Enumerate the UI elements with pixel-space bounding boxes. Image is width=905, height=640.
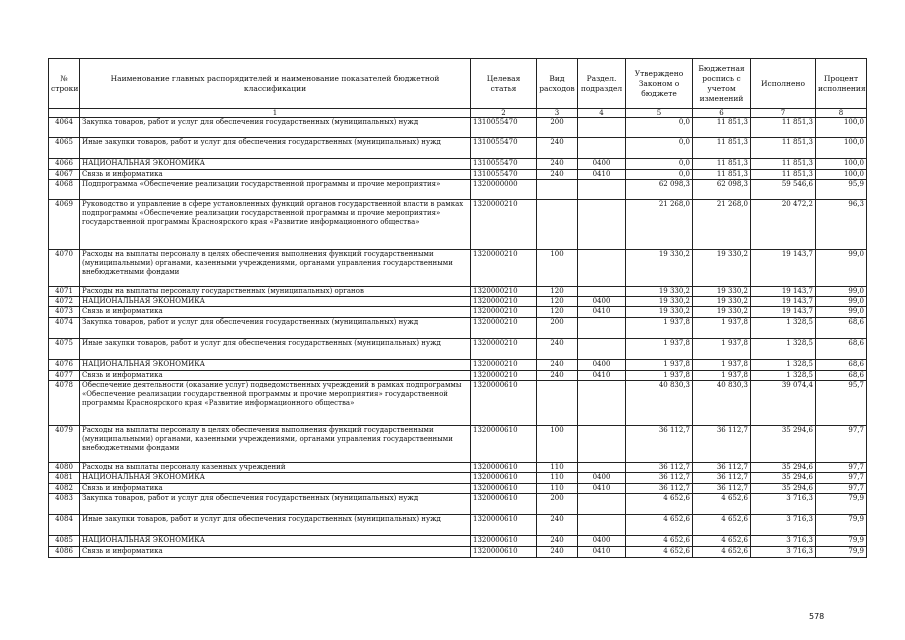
row-approved: 1 937,8 <box>626 371 693 381</box>
row-expense-type: 240 <box>537 536 578 547</box>
row-executed: 11 851,3 <box>751 138 816 159</box>
table-row <box>49 547 867 558</box>
row-section: 0410 <box>578 170 626 180</box>
row-executed: 1 328,5 <box>751 339 816 360</box>
row-percent: 99,0 <box>816 250 867 287</box>
row-section: 0400 <box>578 360 626 371</box>
row-budget-schedule: 36 112,7 <box>693 463 751 473</box>
table-row <box>49 381 867 426</box>
row-expense-type <box>537 200 578 250</box>
table-row <box>49 371 867 381</box>
row-number: 4084 <box>49 515 80 536</box>
row-approved: 1 937,8 <box>626 318 693 339</box>
header-expense-type: Вид расходов <box>537 59 578 109</box>
row-budget-schedule: 36 112,7 <box>693 473 751 484</box>
row-number: 4067 <box>49 170 80 180</box>
row-number: 4073 <box>49 307 80 318</box>
header-section: Раздел. подраздел <box>578 59 626 109</box>
row-number: 4080 <box>49 463 80 473</box>
row-budget-schedule: 11 851,3 <box>693 118 751 138</box>
column-number <box>49 109 80 118</box>
row-approved: 1 937,8 <box>626 339 693 360</box>
row-target-article: 1320000610 <box>471 463 537 473</box>
row-budget-schedule: 11 851,3 <box>693 170 751 180</box>
row-percent: 97,7 <box>816 484 867 494</box>
row-expense-type: 100 <box>537 426 578 463</box>
header-approved-by-law: Утверждено Законом о бюджете <box>626 59 693 109</box>
table-row <box>49 463 867 473</box>
row-number: 4064 <box>49 118 80 138</box>
row-expense-type: 240 <box>537 138 578 159</box>
row-approved: 0,0 <box>626 138 693 159</box>
row-target-article: 1320000610 <box>471 484 537 494</box>
row-section <box>578 200 626 250</box>
row-expense-type: 240 <box>537 371 578 381</box>
row-percent: 100,0 <box>816 170 867 180</box>
row-number: 4082 <box>49 484 80 494</box>
row-expense-type: 110 <box>537 473 578 484</box>
row-name: Связь и информатика <box>80 307 471 318</box>
row-number: 4069 <box>49 200 80 250</box>
row-section: 0410 <box>578 484 626 494</box>
row-number: 4078 <box>49 381 80 426</box>
row-executed: 39 074,4 <box>751 381 816 426</box>
table-row <box>49 515 867 536</box>
row-approved: 40 830,3 <box>626 381 693 426</box>
row-approved: 21 268,0 <box>626 200 693 250</box>
row-executed: 1 328,5 <box>751 360 816 371</box>
table-row <box>49 297 867 307</box>
row-expense-type: 120 <box>537 307 578 318</box>
row-number: 4068 <box>49 180 80 200</box>
row-percent: 95,7 <box>816 381 867 426</box>
row-number: 4076 <box>49 360 80 371</box>
row-name: Закупка товаров, работ и услуг для обеспечения государственных (муниципальных) нужд <box>80 118 471 138</box>
row-target-article: 1320000000 <box>471 180 537 200</box>
column-number: 7 <box>751 109 816 118</box>
row-number: 4079 <box>49 426 80 463</box>
row-percent: 96,3 <box>816 200 867 250</box>
row-number: 4072 <box>49 297 80 307</box>
row-section: 0410 <box>578 547 626 558</box>
row-target-article: 1320000210 <box>471 250 537 287</box>
row-approved: 4 652,6 <box>626 536 693 547</box>
row-section <box>578 318 626 339</box>
row-approved: 62 098,3 <box>626 180 693 200</box>
row-executed: 1 328,5 <box>751 371 816 381</box>
row-expense-type: 200 <box>537 494 578 515</box>
row-name: НАЦИОНАЛЬНАЯ ЭКОНОМИКА <box>80 159 471 170</box>
row-approved: 19 330,2 <box>626 297 693 307</box>
row-target-article: 1320000210 <box>471 200 537 250</box>
row-budget-schedule: 19 330,2 <box>693 250 751 287</box>
row-target-article: 1310055470 <box>471 138 537 159</box>
row-name: Связь и информатика <box>80 484 471 494</box>
table-row <box>49 138 867 159</box>
row-executed: 3 716,3 <box>751 547 816 558</box>
row-budget-schedule: 19 330,2 <box>693 287 751 297</box>
row-executed: 19 143,7 <box>751 297 816 307</box>
row-number: 4077 <box>49 371 80 381</box>
row-target-article: 1320000610 <box>471 473 537 484</box>
row-name: Иные закупки товаров, работ и услуг для обеспечения государственных (муниципальных) нужд <box>80 138 471 159</box>
row-section: 0400 <box>578 159 626 170</box>
row-target-article: 1320000210 <box>471 318 537 339</box>
row-number: 4070 <box>49 250 80 287</box>
page-number: 578 <box>809 612 825 621</box>
row-executed: 59 546,6 <box>751 180 816 200</box>
row-section <box>578 118 626 138</box>
row-budget-schedule: 11 851,3 <box>693 159 751 170</box>
row-target-article: 1320000610 <box>471 515 537 536</box>
table-row <box>49 484 867 494</box>
row-target-article: 1320000610 <box>471 381 537 426</box>
row-expense-type: 120 <box>537 287 578 297</box>
header-execution-percent: Процент исполнения <box>816 59 867 109</box>
row-section <box>578 138 626 159</box>
row-budget-schedule: 36 112,7 <box>693 484 751 494</box>
row-percent: 97,7 <box>816 426 867 463</box>
row-executed: 11 851,3 <box>751 118 816 138</box>
header-budget-schedule: Бюджетная роспись с учетом изменений <box>693 59 751 109</box>
row-target-article: 1320000610 <box>471 547 537 558</box>
table-row <box>49 339 867 360</box>
table-row <box>49 250 867 287</box>
row-budget-schedule: 1 937,8 <box>693 360 751 371</box>
table-row <box>49 118 867 138</box>
table-row <box>49 536 867 547</box>
table-row <box>49 180 867 200</box>
row-percent: 68,6 <box>816 360 867 371</box>
row-section: 0410 <box>578 371 626 381</box>
row-number: 4075 <box>49 339 80 360</box>
row-expense-type <box>537 180 578 200</box>
row-percent: 100,0 <box>816 138 867 159</box>
row-name: Расходы на выплаты персоналу в целях обеспечения выполнения функций государственными (муниципальными) органами, казенными учреждениями, органами управления государственными внебюджетными фондами <box>80 250 471 287</box>
row-section <box>578 381 626 426</box>
table-body <box>49 118 867 558</box>
row-approved: 0,0 <box>626 118 693 138</box>
row-budget-schedule: 1 937,8 <box>693 371 751 381</box>
column-number: 5 <box>626 109 693 118</box>
row-executed: 19 143,7 <box>751 250 816 287</box>
column-number-row <box>49 109 867 118</box>
row-executed: 3 716,3 <box>751 494 816 515</box>
header-row-number: № строки <box>49 59 80 109</box>
row-budget-schedule: 36 112,7 <box>693 426 751 463</box>
row-expense-type: 110 <box>537 463 578 473</box>
row-section: 0400 <box>578 297 626 307</box>
row-name: Закупка товаров, работ и услуг для обеспечения государственных (муниципальных) нужд <box>80 318 471 339</box>
table-header-row <box>49 59 867 109</box>
row-expense-type: 200 <box>537 118 578 138</box>
row-approved: 0,0 <box>626 170 693 180</box>
row-expense-type: 240 <box>537 170 578 180</box>
row-section: 0410 <box>578 307 626 318</box>
row-section <box>578 494 626 515</box>
row-executed: 19 143,7 <box>751 307 816 318</box>
row-percent: 79,9 <box>816 547 867 558</box>
row-section <box>578 287 626 297</box>
row-budget-schedule: 19 330,2 <box>693 297 751 307</box>
row-section <box>578 250 626 287</box>
row-target-article: 1320000210 <box>471 371 537 381</box>
row-executed: 20 472,2 <box>751 200 816 250</box>
table-row <box>49 170 867 180</box>
row-section <box>578 180 626 200</box>
row-percent: 68,6 <box>816 339 867 360</box>
row-executed: 35 294,6 <box>751 463 816 473</box>
column-number: 4 <box>578 109 626 118</box>
row-percent: 99,0 <box>816 307 867 318</box>
header-name: Наименование главных распорядителей и наименование показателей бюджетной классификации <box>80 59 471 109</box>
row-name: Связь и информатика <box>80 371 471 381</box>
row-section <box>578 339 626 360</box>
row-budget-schedule: 4 652,6 <box>693 494 751 515</box>
row-percent: 97,7 <box>816 463 867 473</box>
row-target-article: 1320000610 <box>471 536 537 547</box>
row-percent: 97,7 <box>816 473 867 484</box>
row-percent: 99,0 <box>816 287 867 297</box>
row-budget-schedule: 21 268,0 <box>693 200 751 250</box>
row-approved: 36 112,7 <box>626 426 693 463</box>
row-section: 0400 <box>578 473 626 484</box>
row-name: Обеспечение деятельности (оказание услуг) подведомственных учреждений в рамках подпрограммы «Обеспечение реализации государственной программы и прочие мероприятия» государственной программы Красноярского края «Развитие информационного общества» <box>80 381 471 426</box>
row-name: Связь и информатика <box>80 170 471 180</box>
row-target-article: 1320000210 <box>471 307 537 318</box>
row-expense-type: 240 <box>537 547 578 558</box>
row-name: Расходы на выплаты персоналу государственных (муниципальных) органов <box>80 287 471 297</box>
table-row <box>49 159 867 170</box>
row-approved: 19 330,2 <box>626 250 693 287</box>
column-number: 1 <box>80 109 471 118</box>
row-name: Подпрограмма «Обеспечение реализации государственной программы и прочие мероприятия» <box>80 180 471 200</box>
row-percent: 99,0 <box>816 297 867 307</box>
row-approved: 0,0 <box>626 159 693 170</box>
row-name: Расходы на выплаты персоналу в целях обеспечения выполнения функций государственными (муниципальными) органами, казенными учреждениями, органами управления государственными внебюджетными фондами <box>80 426 471 463</box>
row-percent: 100,0 <box>816 159 867 170</box>
row-approved: 36 112,7 <box>626 473 693 484</box>
table-row <box>49 426 867 463</box>
row-expense-type: 100 <box>537 250 578 287</box>
row-section <box>578 463 626 473</box>
column-number: 6 <box>693 109 751 118</box>
row-percent: 68,6 <box>816 371 867 381</box>
row-budget-schedule: 4 652,6 <box>693 536 751 547</box>
row-name: НАЦИОНАЛЬНАЯ ЭКОНОМИКА <box>80 473 471 484</box>
row-executed: 1 328,5 <box>751 318 816 339</box>
row-section <box>578 515 626 536</box>
row-approved: 19 330,2 <box>626 287 693 297</box>
row-name: НАЦИОНАЛЬНАЯ ЭКОНОМИКА <box>80 536 471 547</box>
row-target-article: 1310055470 <box>471 159 537 170</box>
row-number: 4086 <box>49 547 80 558</box>
row-target-article: 1320000210 <box>471 287 537 297</box>
row-budget-schedule: 1 937,8 <box>693 339 751 360</box>
table-row <box>49 318 867 339</box>
row-approved: 4 652,6 <box>626 515 693 536</box>
row-executed: 3 716,3 <box>751 515 816 536</box>
row-number: 4081 <box>49 473 80 484</box>
row-section <box>578 426 626 463</box>
row-number: 4065 <box>49 138 80 159</box>
row-budget-schedule: 4 652,6 <box>693 515 751 536</box>
row-budget-schedule: 40 830,3 <box>693 381 751 426</box>
column-number: 8 <box>816 109 867 118</box>
row-approved: 36 112,7 <box>626 484 693 494</box>
row-budget-schedule: 11 851,3 <box>693 138 751 159</box>
row-expense-type: 240 <box>537 515 578 536</box>
row-executed: 11 851,3 <box>751 170 816 180</box>
row-percent: 79,9 <box>816 536 867 547</box>
row-percent: 79,9 <box>816 494 867 515</box>
row-name: Иные закупки товаров, работ и услуг для обеспечения государственных (муниципальных) нужд <box>80 339 471 360</box>
row-number: 4083 <box>49 494 80 515</box>
row-target-article: 1320000210 <box>471 360 537 371</box>
column-number: 3 <box>537 109 578 118</box>
row-name: НАЦИОНАЛЬНАЯ ЭКОНОМИКА <box>80 297 471 307</box>
row-expense-type: 200 <box>537 318 578 339</box>
row-budget-schedule: 4 652,6 <box>693 547 751 558</box>
table-row <box>49 494 867 515</box>
row-name: Закупка товаров, работ и услуг для обеспечения государственных (муниципальных) нужд <box>80 494 471 515</box>
row-expense-type: 240 <box>537 360 578 371</box>
row-executed: 35 294,6 <box>751 426 816 463</box>
row-approved: 36 112,7 <box>626 463 693 473</box>
row-expense-type: 120 <box>537 297 578 307</box>
table-row <box>49 360 867 371</box>
row-budget-schedule: 62 098,3 <box>693 180 751 200</box>
row-name: Иные закупки товаров, работ и услуг для обеспечения государственных (муниципальных) нужд <box>80 515 471 536</box>
row-name: Руководство и управление в сфере установленных функций органов государственной власти в рамках подпрограммы «Обеспечение реализации государственной программы и прочие мероприятия» государственной программы Красноярского края «Развитие информационного общества» <box>80 200 471 250</box>
budget-execution-table <box>48 58 867 558</box>
row-section: 0400 <box>578 536 626 547</box>
row-number: 4074 <box>49 318 80 339</box>
header-executed: Исполнено <box>751 59 816 109</box>
row-approved: 4 652,6 <box>626 547 693 558</box>
row-percent: 79,9 <box>816 515 867 536</box>
row-target-article: 1310055470 <box>471 118 537 138</box>
row-approved: 4 652,6 <box>626 494 693 515</box>
header-target-article: Целевая статья <box>471 59 537 109</box>
row-executed: 3 716,3 <box>751 536 816 547</box>
row-approved: 19 330,2 <box>626 307 693 318</box>
row-percent: 95,9 <box>816 180 867 200</box>
row-executed: 11 851,3 <box>751 159 816 170</box>
row-expense-type <box>537 381 578 426</box>
row-name: НАЦИОНАЛЬНАЯ ЭКОНОМИКА <box>80 360 471 371</box>
row-number: 4085 <box>49 536 80 547</box>
table-row <box>49 473 867 484</box>
row-budget-schedule: 1 937,8 <box>693 318 751 339</box>
row-budget-schedule: 19 330,2 <box>693 307 751 318</box>
row-expense-type: 240 <box>537 159 578 170</box>
row-target-article: 1320000210 <box>471 339 537 360</box>
row-name: Расходы на выплаты персоналу казенных учреждений <box>80 463 471 473</box>
row-target-article: 1320000610 <box>471 426 537 463</box>
row-number: 4066 <box>49 159 80 170</box>
row-target-article: 1320000610 <box>471 494 537 515</box>
table-row <box>49 307 867 318</box>
row-target-article: 1310055470 <box>471 170 537 180</box>
row-approved: 1 937,8 <box>626 360 693 371</box>
row-expense-type: 110 <box>537 484 578 494</box>
row-name: Связь и информатика <box>80 547 471 558</box>
row-number: 4071 <box>49 287 80 297</box>
table-row <box>49 200 867 250</box>
row-percent: 100,0 <box>816 118 867 138</box>
row-percent: 68,6 <box>816 318 867 339</box>
row-executed: 19 143,7 <box>751 287 816 297</box>
column-number: 2 <box>471 109 537 118</box>
row-executed: 35 294,6 <box>751 473 816 484</box>
table-row <box>49 287 867 297</box>
row-executed: 35 294,6 <box>751 484 816 494</box>
row-expense-type: 240 <box>537 339 578 360</box>
row-target-article: 1320000210 <box>471 297 537 307</box>
